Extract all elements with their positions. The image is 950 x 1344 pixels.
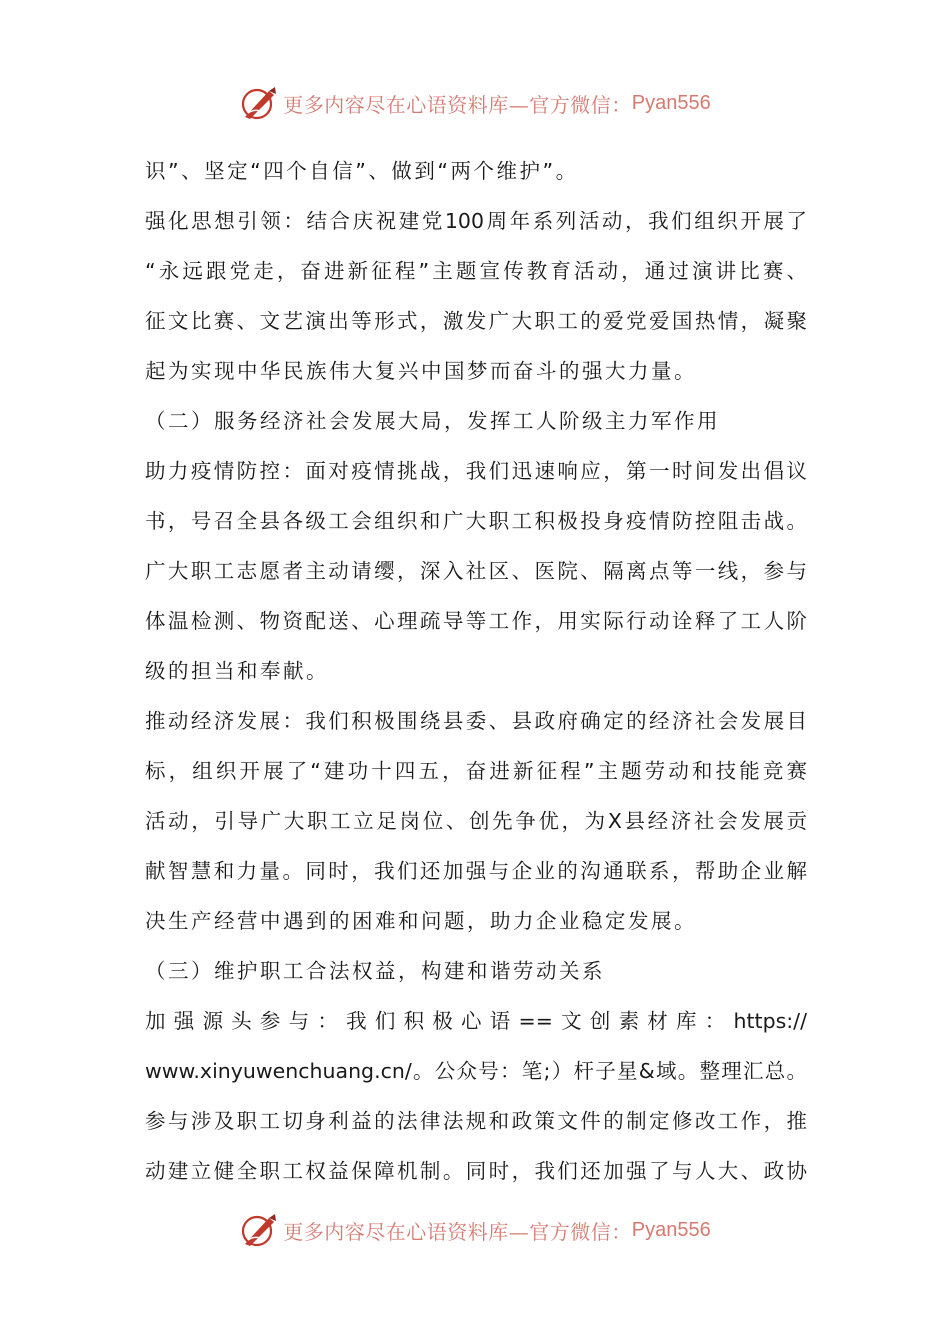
text-line: 征文比赛、文艺演出等形式，激发广大职工的爱党爱国热情，凝聚	[145, 309, 807, 333]
text-line: 推动经济发展：我们积极围绕县委、县政府确定的经济社会发展目	[145, 709, 807, 733]
text-line: 标，组织开展了“建功十四五，奋进新征程”主题劳动和技能竞赛	[145, 759, 807, 783]
text-line: “永远跟党走，奋进新征程”主题宣传教育活动，通过演讲比赛、	[145, 259, 807, 283]
banner-wechat-id: Pyan556	[631, 1218, 711, 1241]
banner-text: 更多内容尽在心语资料库—官方微信：	[283, 1219, 632, 1244]
text-line: 参与涉及职工切身利益的法律法规和政策文件的制定修改工作，推	[145, 1109, 807, 1133]
pen-nib-logo-icon	[239, 83, 279, 123]
text-line: 起为实现中华民族伟大复兴中国梦而奋斗的强大力量。	[145, 359, 697, 383]
text-line: 加强源头参与：我们积极心语==文创素材库：https://	[145, 1009, 807, 1033]
text-line: 决生产经营中遇到的困难和问题，助力企业稳定发展。	[145, 909, 697, 933]
banner-wechat-id: Pyan556	[631, 91, 711, 114]
section-heading: （三）维护职工合法权益，构建和谐劳动关系	[145, 959, 605, 983]
header-banner	[0, 78, 950, 128]
footer-banner	[0, 1205, 950, 1255]
section-heading: （二）服务经济社会发展大局，发挥工人阶级主力军作用	[145, 409, 720, 433]
text-line: 体温检测、物资配送、心理疏导等工作，用实际行动诠释了工人阶	[145, 609, 807, 633]
text-line: 动建立健全职工权益保障机制。同时，我们还加强了与人大、政协	[145, 1159, 807, 1183]
text-line: 识”、坚定“四个自信”、做到“两个维护”。	[145, 159, 579, 183]
text-line: 助力疫情防控：面对疫情挑战，我们迅速响应，第一时间发出倡议	[145, 459, 807, 483]
text-line: 强化思想引领：结合庆祝建党100周年系列活动，我们组织开展了	[145, 209, 807, 233]
banner-text: 更多内容尽在心语资料库—官方微信：	[283, 92, 632, 117]
text-line: 级的担当和奉献。	[145, 659, 329, 683]
text-line: 活动，引导广大职工立足岗位、创先争优，为X县经济社会发展贡	[145, 809, 807, 833]
document-body	[145, 146, 807, 1196]
pen-nib-logo-icon	[239, 1210, 279, 1250]
text-line: 献智慧和力量。同时，我们还加强与企业的沟通联系，帮助企业解	[145, 859, 807, 883]
text-line: www.xinyuwenchuang.cn/。公众号：笔;）杆子星&域。整理汇总。	[145, 1059, 807, 1083]
text-line: 书，号召全县各级工会组织和广大职工积极投身疫情防控阻击战。	[145, 509, 807, 533]
text-line: 广大职工志愿者主动请缨，深入社区、医院、隔离点等一线，参与	[145, 559, 807, 583]
